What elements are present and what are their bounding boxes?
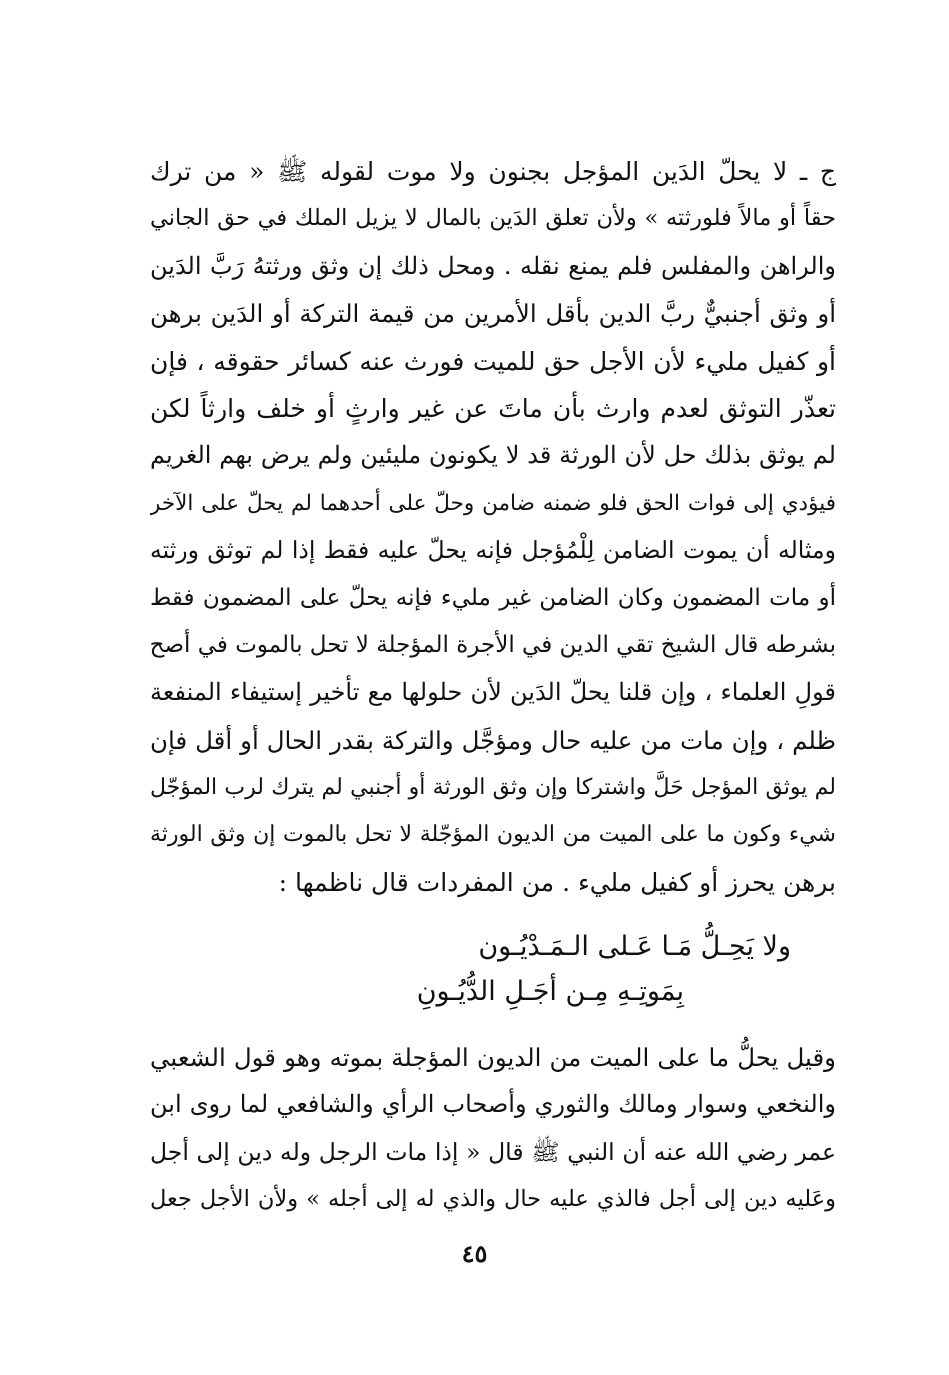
text-line: فيؤدي إلى فوات الحق فلو ضمنه ضامن وحلّ على أحدهما لم يحلّ على الآخر xyxy=(150,490,836,516)
text-line: عمر رضي الله عنه أن النبي ﷺ قال « إذا مات الرجل وله دين إلى أجل xyxy=(150,1137,836,1166)
text-line: شيء وكون ما على الميت من الديون المؤجّلة لا تحل بالموت إن وثق الورثة xyxy=(150,822,836,848)
text-line: أو مات المضمون وكان الضامن غير مليء فإنه يحلّ على المضمون فقط xyxy=(150,584,836,611)
text-line: بشرطه قال الشيخ تقي الدين في الأجرة المؤجلة لا تحل بالموت في أصح xyxy=(150,631,836,658)
text-line: قولِ العلماء ، وإن قلنا يحلّ الدَين لأن حلولها مع تأخير إستيفاء المنفعة xyxy=(150,678,836,707)
verse-line-2: بِمَوتِـهِ مِـن أجَـلِ الدُّيُـونِ xyxy=(416,976,684,1007)
text-line: والراهن والمفلس فلم يمنع نقله . ومحل ذلك إن وثق ورثتهُ رَبَّ الدَين xyxy=(150,251,836,280)
paragraph-1 xyxy=(150,148,836,906)
text-line: أو وثق أجنبيٌّ ربَّ الدين بأقل الأمرين من قيمة التركة أو الدَين برهن xyxy=(150,299,836,329)
text-line: ظلم ، وإن مات من عليه حال ومؤجَّل والتركة بقدر الحال أو أقل فإن xyxy=(150,725,836,755)
text-line: وقيل يحلُّ ما على الميت من الديون المؤجلة بموته وهو قول الشعبي xyxy=(150,1043,836,1072)
text-line: وعَليه دين إلى أجل فالذي عليه حال والذي له إلى أجله » ولأن الأجل جعل xyxy=(150,1186,836,1213)
paragraph-2 xyxy=(150,1034,836,1224)
text-line: أو كفيل مليء لأن الأجل حق للميت فورث عنه كسائر حقوقه ، فإن xyxy=(150,346,836,376)
page-number: ٤٥ xyxy=(461,1239,488,1268)
text-line: حقاً أو مالاً فلورثته » ولأن تعلق الدَين بالمال لا يزيل الملك في حق الجاني xyxy=(150,205,836,232)
text-line: ومثاله أن يموت الضامن لِلْمُؤجل فإنه يحلّ عليه فقط إذا لم توثق ورثته xyxy=(150,536,836,565)
text-line: لم يوثق المؤجل حَلَّ واشتركا وإن وثق الورثة أو أجنبي لم يترك لرب المؤجّل xyxy=(150,775,836,801)
text-line: ج ـ لا يحلّ الدَين المؤجل بجنون ولا موت لقوله ﷺ « من ترك xyxy=(150,157,836,186)
text-line: برهن يحرز أو كفيل مليء . من المفردات قال ناظمها : xyxy=(278,867,836,897)
text-line: لم يوثق بذلك حل لأن الورثة قد لا يكونون مليئين ولم يرض بهم الغريم xyxy=(150,441,836,470)
text-line: والنخعي وسوار ومالك والثوري وأصحاب الرأي والشافعي لما روى ابن xyxy=(150,1090,836,1119)
verse-line-1: ولا يَحِـلُّ مَـا عَـلى الـمَـدْيُـون xyxy=(478,931,791,962)
text-line: تعذّر التوثق لعدم وارث بأن ماتَ عن غير وارثٍ أو خلف وارثاً لكن xyxy=(150,393,836,423)
